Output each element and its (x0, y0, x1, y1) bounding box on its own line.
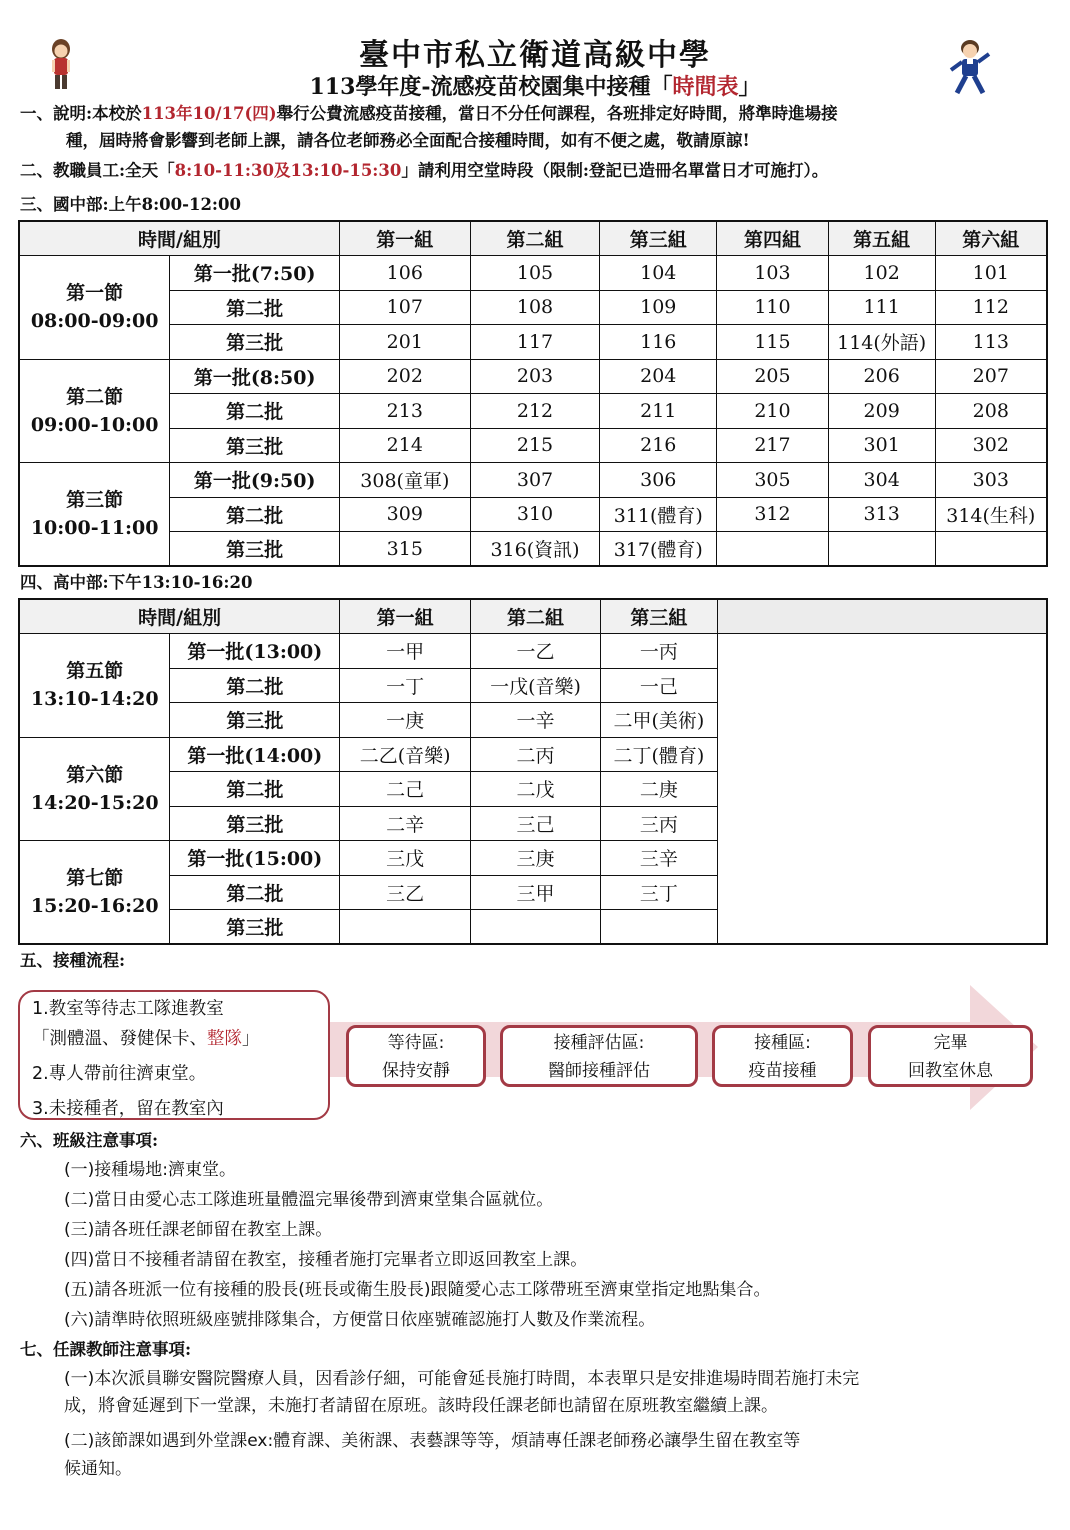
class-note-item: (一)接種場地:濟東堂。 (64, 1160, 236, 1180)
class-cell: 113 (935, 325, 1047, 360)
table-row (19, 290, 1047, 325)
class-cell: 一丙 (600, 634, 717, 669)
class-cell: 106 (339, 256, 470, 291)
class-cell (600, 910, 717, 945)
batch-label: 第三批 (170, 428, 340, 463)
class-cell: 三丁 (600, 875, 717, 910)
class-cell: 108 (470, 290, 600, 325)
class-cell: 110 (717, 290, 829, 325)
class-cell: 215 (470, 428, 600, 463)
table-row (19, 772, 1047, 807)
page-title: 臺中市私立衛道高級中學 (359, 38, 711, 73)
class-cell: 三己 (471, 806, 601, 841)
senior-header-time-group: 時間/組別 (19, 599, 340, 634)
note-line: 1.教室等待志工隊進教室 (32, 999, 224, 1019)
flow-step-finished: 完畢 回教室休息 (868, 1025, 1033, 1087)
class-cell: 109 (600, 290, 717, 325)
senior-schedule-table (18, 598, 1048, 945)
section6-heading: 六、班級注意事項: (20, 1131, 159, 1150)
table-row (19, 428, 1047, 463)
note-line: 3.未接種者，留在教室內 (32, 1099, 224, 1119)
class-cell: 309 (339, 497, 470, 532)
class-cell: 302 (935, 428, 1047, 463)
period-cell: 第七節 15:20-16:20 (19, 841, 170, 945)
class-cell (717, 532, 829, 567)
class-cell: 308(童軍) (339, 463, 470, 498)
section2-staff: 二、教職員工:全天「8:10-11:30及13:10-15:30」請利用空堂時段（限制:登記已造冊名單當日才可施打）。 (20, 161, 829, 180)
class-cell: 一乙 (471, 634, 601, 669)
table-row (19, 668, 1047, 703)
batch-label: 第三批 (170, 532, 340, 567)
class-cell: 一庚 (340, 703, 471, 738)
class-cell: 三戊 (340, 841, 471, 876)
class-cell: 一辛 (471, 703, 601, 738)
class-note-item: (四)當日不接種者請留在教室，接種者施打完畢者立即返回教室上課。 (64, 1250, 588, 1270)
class-cell: 211 (600, 394, 717, 429)
table-row (19, 325, 1047, 360)
teacher-note-line: 成，將會延遲到下一堂課，未施打者請留在原班。該時段任課老師也請留在原班教室繼續上課。 (64, 1396, 778, 1416)
teacher-note-line: (二)該節課如遇到外堂課ex:體育課、美術課、表藝課等等，煩請專任課老師務必讓學生留在教室等 (64, 1431, 801, 1451)
batch-label: 第二批 (170, 290, 340, 325)
class-cell: 316(資訊) (470, 532, 600, 567)
class-cell: 208 (935, 394, 1047, 429)
class-cell: 102 (828, 256, 935, 291)
class-cell: 一甲 (340, 634, 471, 669)
class-cell: 206 (828, 359, 935, 394)
class-cell: 214 (339, 428, 470, 463)
junior-table-header-row (19, 221, 1047, 256)
flow-step-waiting: 等待區: 保持安靜 (346, 1025, 486, 1087)
class-cell: 104 (600, 256, 717, 291)
class-cell: 201 (339, 325, 470, 360)
class-cell: 101 (935, 256, 1047, 291)
note-line: 「測體溫、發健保卡、整隊」 (32, 1029, 260, 1049)
class-cell: 315 (339, 532, 470, 567)
class-cell: 203 (470, 359, 600, 394)
class-cell: 301 (828, 428, 935, 463)
class-cell: 一戊(音樂) (471, 668, 601, 703)
batch-label: 第一批(13:00) (170, 634, 340, 669)
section1-line1: 一、說明:本校於113年10/17(四)舉行公費流感疫苗接種，當日不分任何課程，各班排定好時間，將準時進場接 (20, 104, 838, 123)
class-cell: 三丙 (600, 806, 717, 841)
table-row (19, 359, 1047, 394)
class-cell: 312 (717, 497, 829, 532)
class-cell: 107 (339, 290, 470, 325)
class-cell: 313 (828, 497, 935, 532)
batch-label: 第一批(14:00) (170, 737, 340, 772)
class-cell: 一己 (600, 668, 717, 703)
class-cell: 305 (717, 463, 829, 498)
period-cell: 第五節 13:10-14:20 (19, 634, 170, 738)
table-row (19, 910, 1047, 945)
junior-header-time-group: 時間/組別 (19, 221, 339, 256)
girl-figure-icon (44, 38, 78, 94)
class-cell (340, 910, 471, 945)
class-cell: 二丁(體育) (600, 737, 717, 772)
class-cell: 二戊 (471, 772, 601, 807)
flow-step-assessment: 接種評估區: 醫師接種評估 (500, 1025, 698, 1087)
period-cell: 第一節 08:00-09:00 (19, 256, 170, 360)
table-row (19, 841, 1047, 876)
period-cell: 第二節 09:00-10:00 (19, 359, 170, 463)
class-note-item: (二)當日由愛心志工隊進班量體溫完畢後帶到濟東堂集合區就位。 (64, 1190, 554, 1210)
class-cell: 212 (470, 394, 600, 429)
junior-header-group: 第一組 (339, 221, 470, 256)
class-cell: 204 (600, 359, 717, 394)
class-cell: 三庚 (471, 841, 601, 876)
class-cell: 112 (935, 290, 1047, 325)
table-row (19, 256, 1047, 291)
class-cell: 二丙 (471, 737, 601, 772)
junior-header-group: 第五組 (828, 221, 935, 256)
class-cell: 303 (935, 463, 1047, 498)
class-cell: 317(體育) (600, 532, 717, 567)
class-cell: 307 (470, 463, 600, 498)
boy-figure-icon (945, 38, 995, 98)
class-cell (471, 910, 601, 945)
class-cell: 二乙(音樂) (340, 737, 471, 772)
class-cell: 114(外語) (828, 325, 935, 360)
table-row (19, 634, 1047, 669)
batch-label: 第二批 (170, 497, 340, 532)
batch-label: 第一批(15:00) (170, 841, 340, 876)
batch-label: 第一批(8:50) (170, 359, 340, 394)
class-note-item: (六)請準時依照班級座號排隊集合，方便當日依座號確認施打人數及作業流程。 (64, 1310, 656, 1330)
note-line: 2.專人帶前往濟東堂。 (32, 1064, 207, 1084)
class-cell: 304 (828, 463, 935, 498)
table-row (19, 703, 1047, 738)
batch-label: 第三批 (170, 806, 340, 841)
batch-label: 第二批 (170, 875, 340, 910)
period-cell: 第三節 10:00-11:00 (19, 463, 170, 567)
vaccination-date: 113年10/17(四) (141, 104, 277, 123)
class-cell (828, 532, 935, 567)
section1-line2: 種，屆時將會影響到老師上課，請各位老師務必全面配合接種時間，如有不便之處，敬請原諒! (66, 131, 750, 150)
batch-label: 第二批 (170, 772, 340, 807)
junior-header-group: 第六組 (935, 221, 1047, 256)
subtitle-highlight: 時間表 (672, 74, 739, 100)
class-cell: 117 (470, 325, 600, 360)
table-row (19, 394, 1047, 429)
class-cell: 116 (600, 325, 717, 360)
junior-schedule-table (18, 220, 1048, 567)
class-cell: 二己 (340, 772, 471, 807)
class-cell: 111 (828, 290, 935, 325)
class-cell: 216 (600, 428, 717, 463)
senior-header-group: 第一組 (340, 599, 471, 634)
batch-label: 第一批(9:50) (170, 463, 340, 498)
class-cell: 202 (339, 359, 470, 394)
class-cell: 217 (717, 428, 829, 463)
class-cell: 314(生科) (935, 497, 1047, 532)
class-cell: 205 (717, 359, 829, 394)
class-cell: 三甲 (471, 875, 601, 910)
class-cell: 三辛 (600, 841, 717, 876)
pre-vaccination-notes (18, 990, 330, 1120)
section5-heading: 五、接種流程: (20, 951, 126, 970)
senior-header-group: 第二組 (471, 599, 601, 634)
class-cell: 210 (717, 394, 829, 429)
flow-step-vaccination: 接種區: 疫苗接種 (712, 1025, 853, 1087)
junior-header-group: 第三組 (600, 221, 717, 256)
batch-label: 第二批 (170, 394, 340, 429)
period-cell: 第六節 14:20-15:20 (19, 737, 170, 841)
table-row (19, 806, 1047, 841)
page-subtitle: 113學年度-流感疫苗校園集中接種「時間表」 (309, 74, 761, 100)
staff-time-range: 8:10-11:30及13:10-15:30 (174, 161, 402, 180)
section4-heading: 四、高中部:下午13:10-16:20 (20, 573, 253, 592)
table-row (19, 497, 1047, 532)
note-highlight: 整隊 (207, 1029, 242, 1049)
class-cell (935, 532, 1047, 567)
class-cell: 311(體育) (600, 497, 717, 532)
blank-area (717, 599, 1047, 634)
class-cell: 二庚 (600, 772, 717, 807)
class-cell: 213 (339, 394, 470, 429)
batch-label: 第一批(7:50) (170, 256, 340, 291)
table-row (19, 875, 1047, 910)
class-note-item: (三)請各班任課老師留在教室上課。 (64, 1220, 333, 1240)
class-cell: 209 (828, 394, 935, 429)
class-cell: 二甲(美術) (600, 703, 717, 738)
junior-header-group: 第二組 (470, 221, 600, 256)
class-cell: 一丁 (340, 668, 471, 703)
batch-label: 第三批 (170, 325, 340, 360)
class-cell: 105 (470, 256, 600, 291)
class-cell: 207 (935, 359, 1047, 394)
senior-table-header-row (19, 599, 1047, 634)
teacher-note-line: (一)本次派員聯安醫院醫療人員，因看診仔細，可能會延長施打時間，本表單只是安排進場時間若施打未完 (64, 1369, 860, 1389)
table-row (19, 737, 1047, 772)
section7-heading: 七、任課教師注意事項: (20, 1340, 192, 1359)
class-cell: 二辛 (340, 806, 471, 841)
teacher-note-line: 候通知。 (64, 1459, 132, 1479)
table-row (19, 463, 1047, 498)
class-cell: 306 (600, 463, 717, 498)
junior-header-group: 第四組 (717, 221, 829, 256)
batch-label: 第三批 (170, 703, 340, 738)
senior-header-group: 第三組 (600, 599, 717, 634)
class-cell: 三乙 (340, 875, 471, 910)
section3-heading: 三、國中部:上午8:00-12:00 (20, 195, 241, 214)
table-row (19, 532, 1047, 567)
class-cell: 103 (717, 256, 829, 291)
class-note-item: (五)請各班派一位有接種的股長(班長或衛生股長)跟隨愛心志工隊帶班至濟東堂指定地點集合。 (64, 1280, 771, 1300)
class-cell: 115 (717, 325, 829, 360)
batch-label: 第三批 (170, 910, 340, 945)
batch-label: 第二批 (170, 668, 340, 703)
class-cell: 310 (470, 497, 600, 532)
